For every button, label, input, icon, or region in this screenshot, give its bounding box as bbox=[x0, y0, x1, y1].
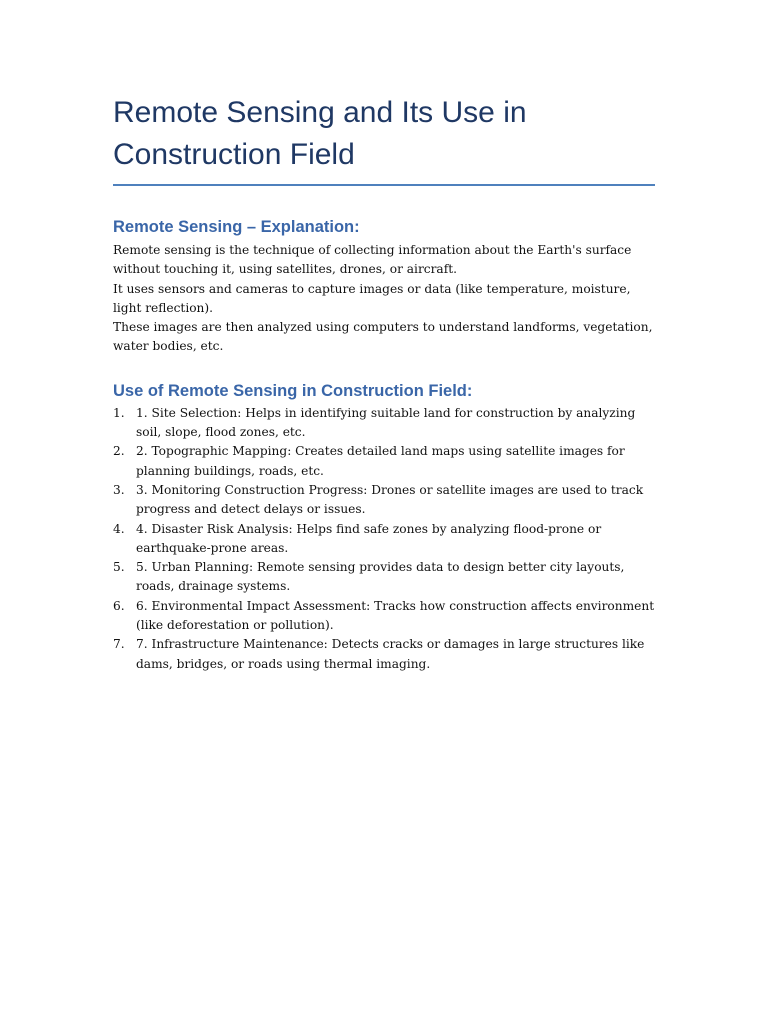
list-item bbox=[113, 597, 655, 636]
list-item bbox=[113, 404, 655, 443]
section-heading-explanation: Remote Sensing – Explanation: bbox=[113, 218, 360, 236]
paragraph: These images are then analyzed using computers to understand landforms, vegetation, water bodies, etc. bbox=[113, 320, 653, 354]
list-number: 7. bbox=[113, 637, 125, 652]
list-number: 3. bbox=[113, 482, 125, 497]
list-number: 4. bbox=[113, 521, 125, 536]
list-item-text: 7. Infrastructure Maintenance: Detects cracks or damages in large structures like dams, bridges, or roads using thermal imaging. bbox=[136, 637, 645, 671]
list-item bbox=[113, 558, 655, 597]
list-item bbox=[113, 635, 655, 674]
paragraph: Remote sensing is the technique of collecting information about the Earth's surface without touching it, using satellites, drones, or aircraft. bbox=[113, 243, 632, 277]
paragraph: It uses sensors and cameras to capture images or data (like temperature, moisture, light reflection). bbox=[113, 281, 631, 315]
list-item-text: 2. Topographic Mapping: Creates detailed land maps using satellite images for planning buildings, roads, etc. bbox=[136, 444, 625, 478]
list-item-text: 5. Urban Planning: Remote sensing provides data to design better city layouts, roads, drainage systems. bbox=[136, 560, 625, 594]
document-title: Remote Sensing and Its Use in Construction Field bbox=[113, 92, 655, 186]
list-item bbox=[113, 481, 655, 520]
list-number: 1. bbox=[113, 405, 125, 420]
explanation-body bbox=[113, 241, 655, 357]
list-item-text: 3. Monitoring Construction Progress: Drones or satellite images are used to track progress and detect delays or issues. bbox=[136, 482, 644, 517]
list-number: 5. bbox=[113, 560, 125, 575]
list-item-text: 6. Environmental Impact Assessment: Tracks how construction affects environment (like deforestation or pollution). bbox=[136, 598, 655, 633]
uses-list bbox=[113, 404, 655, 674]
list-item-text: 4. Disaster Risk Analysis: Helps find safe zones by analyzing flood-prone or earthquake-prone areas. bbox=[136, 521, 602, 555]
list-item bbox=[113, 442, 655, 481]
list-number: 2. bbox=[113, 444, 125, 459]
section-heading-uses: Use of Remote Sensing in Construction Field: bbox=[113, 381, 473, 400]
list-item-text: 1. Site Selection: Helps in identifying suitable land for construction by analyzing soil, slope, flood zones, etc. bbox=[136, 405, 636, 440]
document-page bbox=[113, 92, 655, 674]
list-item bbox=[113, 520, 655, 559]
list-number: 6. bbox=[113, 598, 125, 613]
